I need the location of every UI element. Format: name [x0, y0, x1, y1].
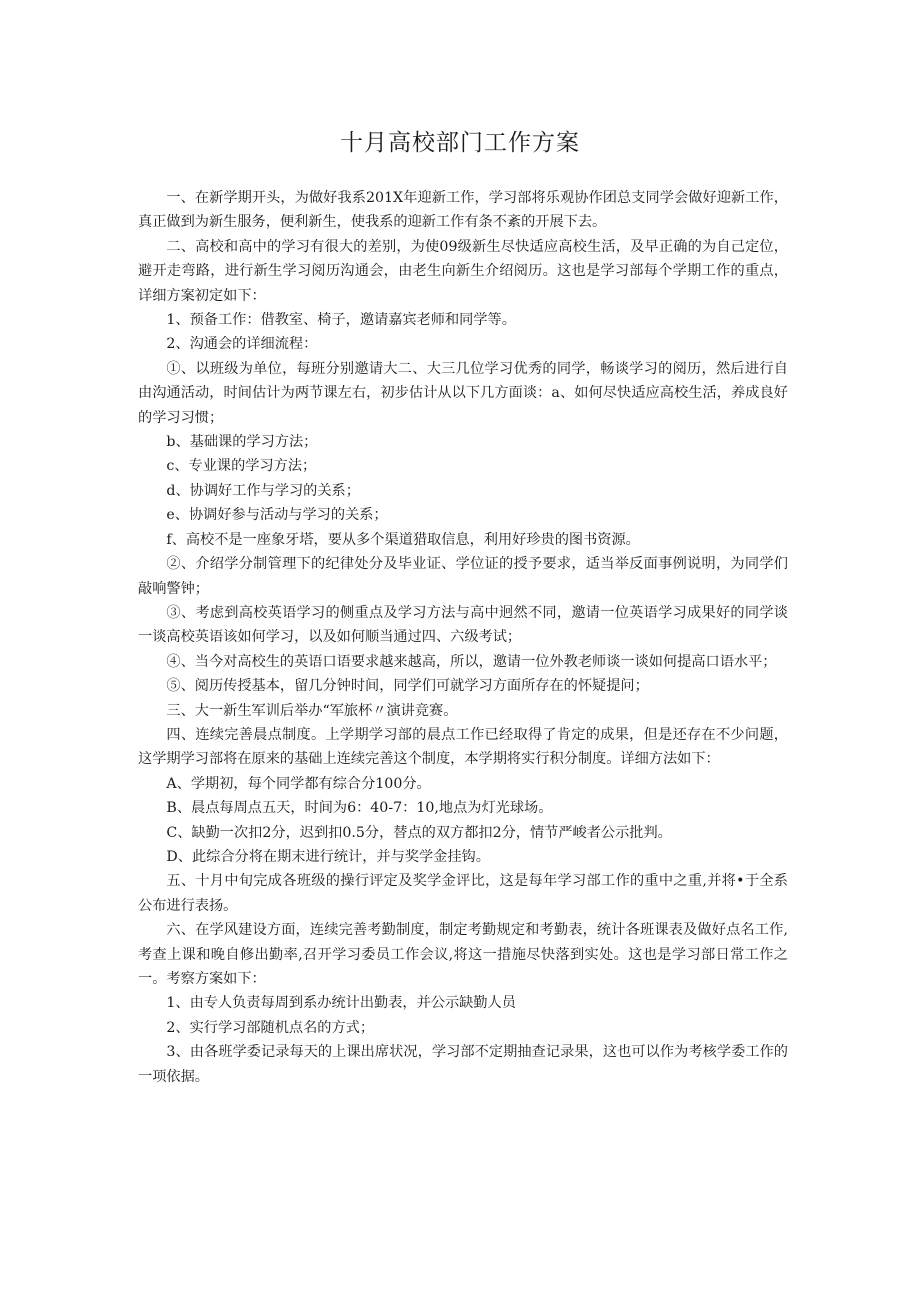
- paragraph: 二、高校和高中的学习有很大的差别，为使09级新生尽快适应高校生活，及早正确的为自己定位，避开走弯路，进行新生学习阅历沟通会，由老生向新生介绍阅历。这也是学习部每个学期工作的重点，详细方案初定如下：: [138, 238, 788, 304]
- document-title: 十月高校部门工作方案: [340, 130, 580, 156]
- document-body: [138, 186, 788, 1089]
- paragraph: c、专业课的学习方法；: [166, 458, 317, 475]
- paragraph: e、协调好参与活动与学习的关系；: [166, 507, 388, 524]
- paragraph: B、晨点每周点五天，时间为6：40-7：10,地点为灯光球场。: [166, 800, 553, 817]
- paragraph: 三、大一新生军训后举办“军旅杯〃演讲竞赛。: [166, 702, 458, 719]
- paragraph: 3、由各班学委记录每天的上课出席状况，学习部不定期抽查记录果，这也可以作为考核学委工作的一项依据。: [138, 1044, 788, 1085]
- paragraph: f、高校不是一座象牙塔，要从多个渠道猎取信息，利用好珍贵的图书资源。: [166, 531, 640, 548]
- paragraph: ⑤、阅历传授基本，留几分钟时间，同学们可就学习方面所存在的怀疑提问；: [166, 678, 649, 695]
- paragraph: 六、在学风建设方面，连续完善考勤制度，制定考勤规定和考勤表，统计各班课表及做好点名工作,考查上课和晚自修出勤率,召开学习委员工作会议,将这一措施尽快落到实处。这也是学习部日常工作之一。考察方案如下：: [138, 922, 788, 987]
- paragraph: 1、预备工作：借教室、椅子，邀请嘉宾老师和同学等。: [166, 312, 516, 329]
- paragraph: C、缺勤一次扣2分，迟到扣0.5分，替点的双方都扣2分，情节严峻者公示批判。: [166, 824, 672, 841]
- paragraph: 四、连续完善晨点制度。上学期学习部的晨点工作已经取得了肯定的成果，但是还存在不少问题，这学期学习部将在原来的基础上连续完善这个制度，本学期将实行积分制度。详细方法如下：: [138, 726, 788, 768]
- paragraph: ②、介绍学分制管理下的纪律处分及毕业证、学位证的授予要求，适当举反面事例说明，为同学们敲响警钟；: [138, 556, 788, 597]
- paragraph: d、协调好工作与学习的关系；: [166, 482, 360, 499]
- paragraph: 一、在新学期开头，为做好我系201X年迎新工作，学习部将乐观协作团总支同学会做好迎新工作，真正做到为新生服务，便利新生，使我系的迎新工作有条不紊的开展下去。: [138, 190, 788, 231]
- paragraph: 五、十月中旬完成各班级的操行评定及奖学金评比，这是每年学习部工作的重中之重,并将•于全系公布进行表扬。: [138, 873, 788, 914]
- paragraph: b、基础课的学习方法；: [166, 434, 318, 451]
- paragraph: ③、考虑到高校英语学习的侧重点及学习方法与高中迥然不同，邀请一位英语学习成果好的同学谈一谈高校英语该如何学习，以及如何顺当通过四、六级考试；: [138, 604, 788, 646]
- paragraph: A、学期初，每个同学都有综合分100分。: [166, 775, 431, 792]
- paragraph: 2、实行学习部随机点名的方式；: [166, 1019, 375, 1036]
- paragraph: 1、由专人负责每周到系办统计出勤表，并公示缺勤人员: [166, 995, 516, 1012]
- paragraph: 2、沟通会的详细流程：: [166, 336, 318, 353]
- paragraph: ④、当今对高校生的英语口语要求越来越高，所以，邀请一位外教老师谈一谈如何提高口语水平；: [166, 653, 777, 670]
- paragraph: D、此综合分将在期末进行统计，并与奖学金挂钩。: [166, 848, 490, 865]
- paragraph: ①、以班级为单位，每班分别邀请大二、大三几位学习优秀的同学，畅谈学习的阅历，然后进行自由沟通活动，时间估计为两节课左右，初步估计从以下几方面谈：a、如何尽快适应高校生活，养成良好的学习习惯；: [138, 360, 788, 426]
